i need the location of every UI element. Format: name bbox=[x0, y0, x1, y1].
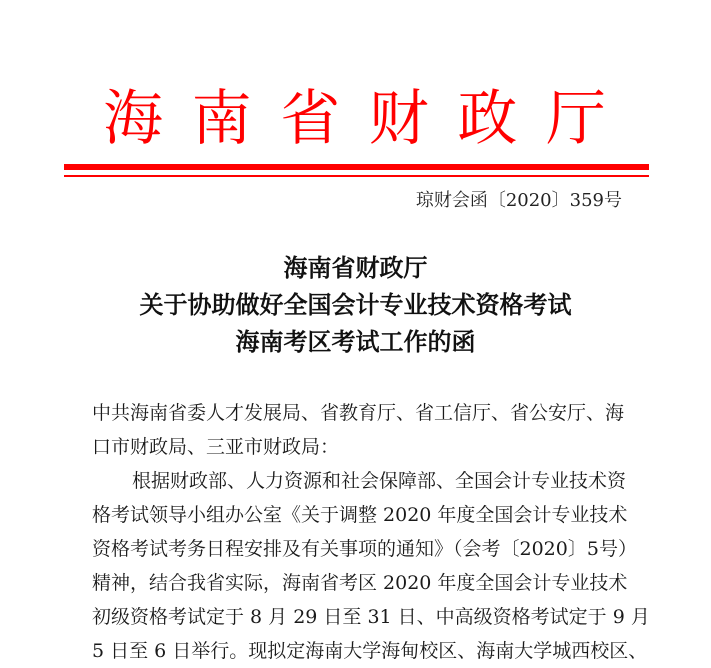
document-title bbox=[0, 250, 711, 361]
body-line: 5 日至 6 日举行。现拟定海南大学海甸校区、海南大学城西校区、 bbox=[92, 640, 648, 662]
letterhead-char: 政 bbox=[457, 84, 518, 154]
letterhead-char: 财 bbox=[368, 84, 429, 154]
letterhead-char: 南 bbox=[191, 84, 252, 154]
body-line: 资格考试考务日程安排及有关事项的通知》（会考〔2020〕5号） bbox=[92, 538, 637, 560]
title-line-2: 关于协助做好全国会计专业技术资格考试 bbox=[139, 291, 572, 319]
body-line: 精神，结合我省实际，海南省考区 2020 年度全国会计专业技术 bbox=[92, 572, 628, 594]
letterhead-title bbox=[64, 84, 649, 154]
document-body bbox=[92, 396, 650, 668]
document-number: 琼财会函〔2020〕359号 bbox=[415, 190, 622, 211]
title-line-3: 海南考区考试工作的函 bbox=[235, 328, 476, 356]
letterhead-rule-thin bbox=[64, 175, 649, 177]
title-line-1: 海南省财政厅 bbox=[283, 254, 428, 282]
salutation-line-2: 口市财政局、三亚市财政局： bbox=[92, 436, 340, 458]
letterhead-char: 省 bbox=[280, 84, 341, 154]
letterhead-char: 厅 bbox=[545, 84, 606, 154]
body-line: 初级资格考试定于 8 月 29 日至 31 日、中高级资格考试定于 9 月 bbox=[92, 606, 650, 628]
letterhead-char: 海 bbox=[103, 84, 163, 154]
salutation-line-1: 中共海南省委人才发展局、省教育厅、省工信厅、省公安厅、海 bbox=[92, 402, 625, 424]
body-line: 格考试领导小组办公室《关于调整 2020 年度全国会计专业技术 bbox=[92, 504, 628, 526]
body-line: 根据财政部、人力资源和社会保障部、全国会计专业技术资 bbox=[132, 470, 627, 492]
letterhead-rule-thick bbox=[64, 164, 649, 170]
